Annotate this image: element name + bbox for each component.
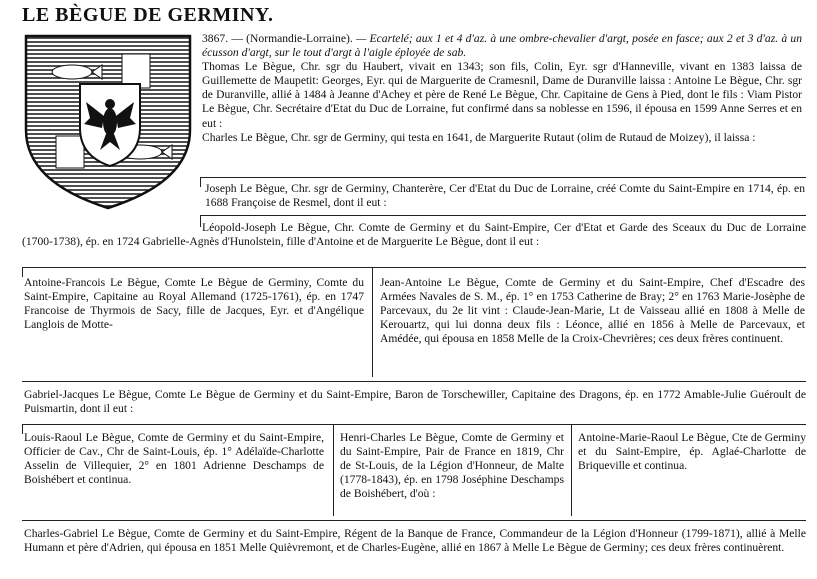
lineage-text: Thomas Le Bègue, Chr. sgr du Haubert, vivait en 1343; son fils, Colin, Eyr. sgr d'Hanneville, vivant en 1383 laissa de Guillemette de Maupetit: Georges, Eyr. qui de Marguerite de Cramesnil, Dame de Duranville laissa : Antoine Le Bègue, Chr. sgr de Duranville, allié à 1484 à Jeanne d'Achey et père de René Le Bègue, Chr. Capitaine de Gens à Pied, dont le fils : Viam Pistor Le Bègue, Chr. Secrétaire d'Etat du Duc de Lorraine, fut confirmé dans sa noblesse en 1596, il épousa en 1599 Anne Serres et en eut :: [202, 60, 802, 130]
branch-line: [22, 424, 806, 425]
louis-raoul-entry: Louis-Raoul Le Bègue, Comte de Germiny et du Saint-Empire, Officier de Cav., Chr de Saint-Louis, ép. 1° Adélaïde-Charlotte Asselin de Villequier, 2° en 1801 Adrienne Deschamps de Boishébert et continua.: [24, 431, 324, 487]
branch-line: [22, 520, 806, 521]
henri-charles-entry: Henri-Charles Le Bègue, Comte de Germiny et du Saint-Empire, Pair de France en 1819, Chr de St-Louis, de la Légion d'Honneur, de Malte (1778-1843), ép. en 1798 Joséphine Deschamps de Boishébert, d'où :: [340, 431, 564, 501]
antoine-marie-entry: Antoine-Marie-Raoul Le Bègue, Cte de Germiny et du Saint-Empire, ép. Aglaé-Charlotte de Briqueville et continua.: [578, 431, 806, 473]
leopold-entry: Léopold-Joseph Le Bègue, Chr. Comte de Germiny et du Saint-Empire, Cer d'Etat et Garde des Sceaux du Duc de Lorraine (1700-1738), ép. en 1724 Gabrielle-Agnès d'Hunolstein, fille d'Antoine et de Marguerite Le Bègue, dont il eut :: [22, 221, 806, 249]
intro-text: [202, 32, 802, 145]
antoine-francois-entry: Antoine-Francois Le Bègue, Comte Le Bègue de Germiny, Comte du Saint-Empire, Capitaine au Royal Allemand (1725-1761), ép. en 1747 Francoise de Thyrmois de Sacy, fille de Jacques, Eyr. et d'Angélique Langlois de Motte-: [24, 276, 364, 332]
branch-line: [200, 215, 806, 216]
jean-antoine-entry: Jean-Antoine Le Bègue, Comte de Germiny et du Saint-Empire, Chef d'Escadre des Armées Navales de S. M., ép. 1° en 1753 Catherine de Bray; 2° en 1763 Marie-Josèphe de Parcevaux, du 2e lit vint : Claude-Jean-Marie, Lt de Vaisseau allié en 1808 à Melle de Kerouartz, qui lui donna deux fils : Léonce, allié en 1856 à Melle de Parcevaux, et Amédée, qui épousa en 1858 Melle de la Croix-Chevrières; ces deux frères continuent.: [380, 276, 805, 346]
branch-line: [22, 424, 23, 434]
charles-gabriel-entry: Charles-Gabriel Le Bègue, Comte de Germiny et du Saint-Empire, Régent de la Banque de France, Commandeur de la Légion d'Honneur (1799-1871), allié à Melle Humann et père d'Adrien, qui épousa en 1851 Melle Quièvremont, et de Charles-Eugène, allié en 1867 à Melle Le Bègue de Germiny; ces deux frères continuèrent.: [24, 527, 806, 555]
blazon: — Ecartelé; aux 1 et 4 d'az. à une ombre-chevalier d'argt, posée en fasce; aux 2 et 3 d'az. à un écusson d'argt, sur le tout d'argt à l'aigle éployée de sab.: [202, 32, 802, 60]
gabriel-entry: Gabriel-Jacques Le Bègue, Comte Le Bègue de Germiny et du Saint-Empire, Baron de Torschewiller, Capitaine des Dragons, ép. en 1772 Amable-Julie Guéroult de Puismartin, dont il eut :: [24, 388, 806, 416]
branch-line: [200, 177, 201, 187]
joseph-entry: Joseph Le Bègue, Chr. sgr de Germiny, Chanterère, Cer d'Etat du Duc de Lorraine, créé Comte du Saint-Empire en 1714, ép. en 1688 Françoise de Resmel, dont il eut :: [205, 182, 805, 210]
coat-of-arms-icon: [22, 32, 194, 212]
branch-line: [333, 424, 334, 516]
branch-line: [22, 267, 806, 268]
entry-number: 3867. — (Normandie-Lorraine).: [202, 32, 353, 45]
page-title: LE BÈGUE DE GERMINY.: [22, 4, 274, 26]
branch-line: [22, 381, 806, 382]
branch-line: [22, 267, 23, 277]
branch-line: [571, 424, 572, 516]
branch-line: [372, 267, 373, 377]
charles-text: Charles Le Bègue, Chr. sgr de Germiny, qui testa en 1641, de Marguerite Rutaut (olim de Rutaud de Moizey), il laissa :: [202, 130, 756, 144]
branch-line: [200, 177, 806, 178]
